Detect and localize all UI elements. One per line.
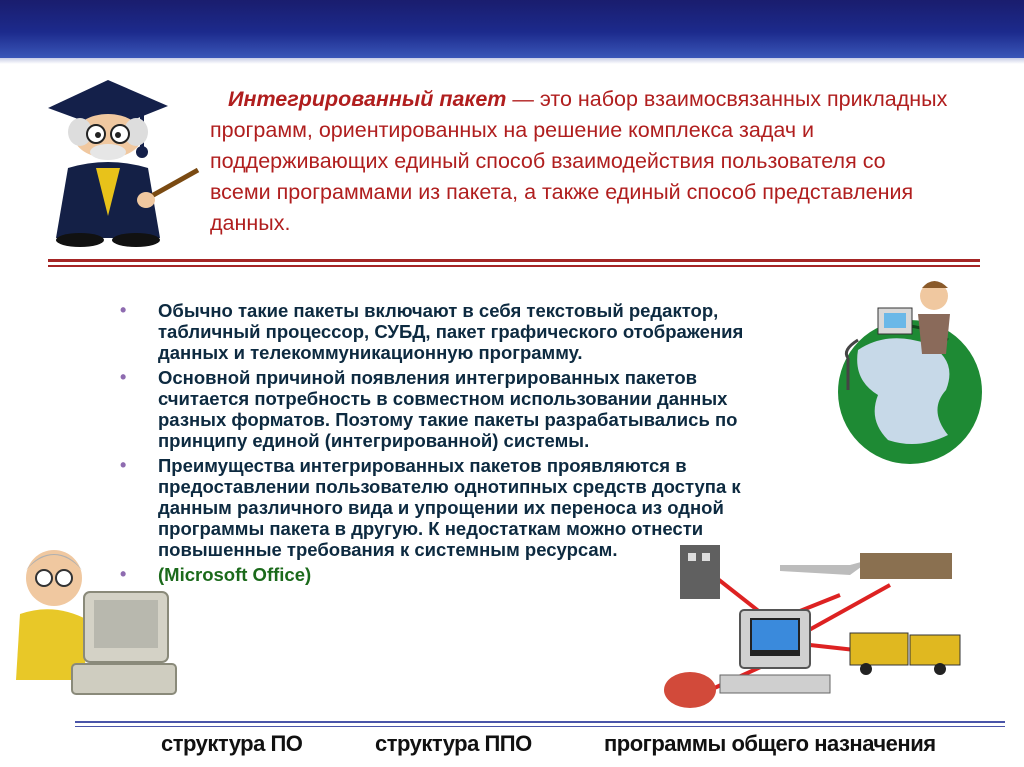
bullet-item: • Преимущества интегрированных пакетов проявляются в предоставлении пользователю однотипных средств доступа к данным различного вида и упрощении их переноса из одной программы пакета в другую. К недостаткам можно отнести повышенные требования к системным ресурсам. [120, 455, 780, 560]
divider-bottom-2 [75, 726, 1005, 727]
link-structure-po[interactable]: структура ПО [161, 731, 303, 756]
definition-body: — это набор взаимосвязанных прикладных программ, ориентированных на решение комплекса задач и поддерживающих единый способ взаимодействия пользователя со всеми программами из пакета, а также единый способ представления данных. [210, 87, 948, 235]
link-general-programs[interactable]: программы общего назначения [604, 731, 936, 756]
definition-text [210, 84, 950, 239]
divider-top-1 [48, 259, 980, 262]
network-computer-icon [640, 525, 980, 725]
divider-bottom-1 [75, 721, 1005, 723]
title-bar [0, 0, 1024, 58]
link-structure-ppo[interactable]: структура ППО [375, 731, 532, 756]
granny-computer-icon [14, 540, 184, 708]
bullet-item: • Основной причиной появления интегрированных пакетов считается потребность в совместном использовании данных разных форматов. Поэтому такие пакеты разрабатывались по принципу единой (интегрированной) системы. [120, 367, 780, 451]
bullet-item-office: • (Microsoft Office) [120, 564, 780, 585]
professor-icon [28, 68, 208, 248]
divider-top-2 [48, 265, 980, 267]
bullet-item: • Обычно такие пакеты включают в себя текстовый редактор, табличный процессор, СУБД, пакет графического отображения данных и телекоммуникационную программу. [120, 300, 780, 363]
globe-traveler-icon [818, 270, 988, 470]
definition-term: Интегрированный пакет [228, 87, 507, 111]
